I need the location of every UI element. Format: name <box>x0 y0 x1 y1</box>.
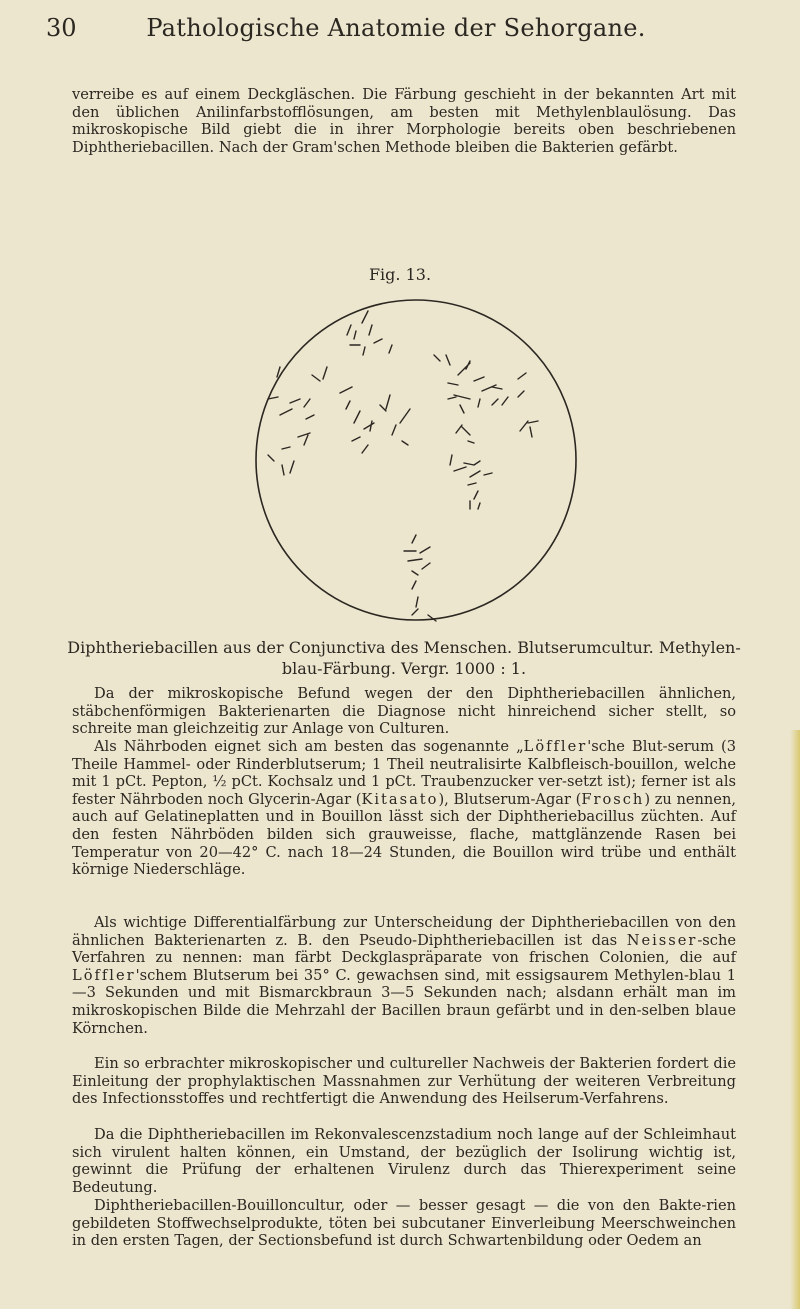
body-paragraph-4: Ein so erbrachter mikroskopischer und cultureller Nachweis der Bakterien fordert die Einleitung der prophylaktischen Massnahmen zur Verhütung der weiteren Verbreitung des Infectionsstoffes und rechtfertigt die Anwendung des Heilserum-Verfahrens. <box>72 1055 736 1108</box>
body-text: 'sche Blut-serum (3 Theile Hammel- oder Rinderblutserum; 1 Theil neutralisirte Kalbfleisch-bouillon, welche mit 1 pCt. Pepton, ½ pCt. Kochsalz und 1 pCt. Traubenzucker ver-setzt ist); ferner ist als fester Nährboden noch Glycerin-Agar ( <box>72 738 736 808</box>
body-paragraph-5: Da die Diphtheriebacillen im Rekonvalescenzstadium noch lange auf der Schleimhaut sich virulent halten können, ein Umstand, der bezüglich der Isolirung wichtig ist, gewinnt die Prüfung der erhaltenen Virulenz durch das Thierexperiment seine Bedeutung. <box>72 1126 736 1196</box>
page-edge-stain <box>790 730 800 1309</box>
author-name: Löffler <box>523 738 588 755</box>
body-paragraph-1: Da der mikroskopische Befund wegen der den Diphtheriebacillen ähnlichen, stäbchenförmigen Bakterienarten die Diagnose nicht hinreichend sicher stellt, so schreite man gleichzeitig zur Anlage von Culturen. <box>72 685 736 738</box>
page-header <box>46 14 746 54</box>
body-paragraph-2 <box>72 738 736 879</box>
running-title: Pathologische Anatomie der Sehorgane. <box>146 14 646 42</box>
author-name: Frosch <box>581 790 645 808</box>
figure-caption: Diphtheriebacillen aus der Conjunctiva des Menschen. Blutserumcultur. Methylen-blau-Färbung. Vergr. 1000 : 1. <box>67 638 741 678</box>
figure-label: Fig. 13. <box>368 265 432 284</box>
author-name: Neisser <box>626 931 698 949</box>
intro-paragraph: verreibe es auf einem Deckgläschen. Die Färbung geschieht in der bekannten Art mit den üblichen Anilinfarbstofflösungen, am besten mit Methylenblaulösung. Das mikroskopische Bild giebt die in ihrer Morphologie bereits oben beschriebenen Diphtheriebacillen. Nach der Gram'schen Methode bleiben die Bakterien gefärbt. <box>72 86 736 156</box>
body-text: -sche Verfahren zu nennen: man färbt Deckglaspräparate von frischen Colonien, die auf <box>72 931 736 967</box>
microscope-illustration <box>252 295 580 625</box>
body-paragraph-6: Diphtheriebacillen-Bouilloncultur, oder — besser gesagt — die von den Bakte-rien gebildeten Stoffwechselprodukte, töten bei subcutaner Einverleibung Meerschweinchen in den ersten Tagen, der Sectionsbefund ist durch Schwartenbildung oder Oedem an <box>72 1197 736 1250</box>
body-text: ) zu nennen, auch auf Gelatineplatten und in Bouillon lässt sich der Diphtheriebacillus züchten. Auf den festen Nährböden bilden sich grauweisse, flache, mattglänzende Rasen bei Temperatur von 20—42° C. nach 18—24 Stunden, die Bouillon wird trübe und enthält körnige Niederschläge. <box>72 790 736 879</box>
body-paragraph-3 <box>72 914 736 1037</box>
author-name: Kitasato <box>361 790 439 808</box>
body-text: ), Blutserum-Agar ( <box>438 790 582 808</box>
body-text: 'schem Blutserum bei 35° C. gewachsen sind, mit essigsaurem Methylen-blau 1—3 Sekunden und mit Bismarckbraun 3—5 Sekunden nach; alsdann erhält man im mikroskopischen Bilde die Mehrzahl der Bacillen braun gefärbt und in den-selben blaue Körnchen. <box>72 966 736 1037</box>
page-number: 30 <box>46 14 77 42</box>
body-text: Als wichtige Differentialfärbung zur Unterscheidung der Diphtheriebacillen von den ähnlichen Bakterienarten z. B. den Pseudo-Diphtheriebacillen ist das <box>72 914 736 949</box>
body-text: Als Nährboden eignet sich am besten das sogenannte „ <box>94 738 524 755</box>
author-name: Löffler <box>72 966 136 984</box>
